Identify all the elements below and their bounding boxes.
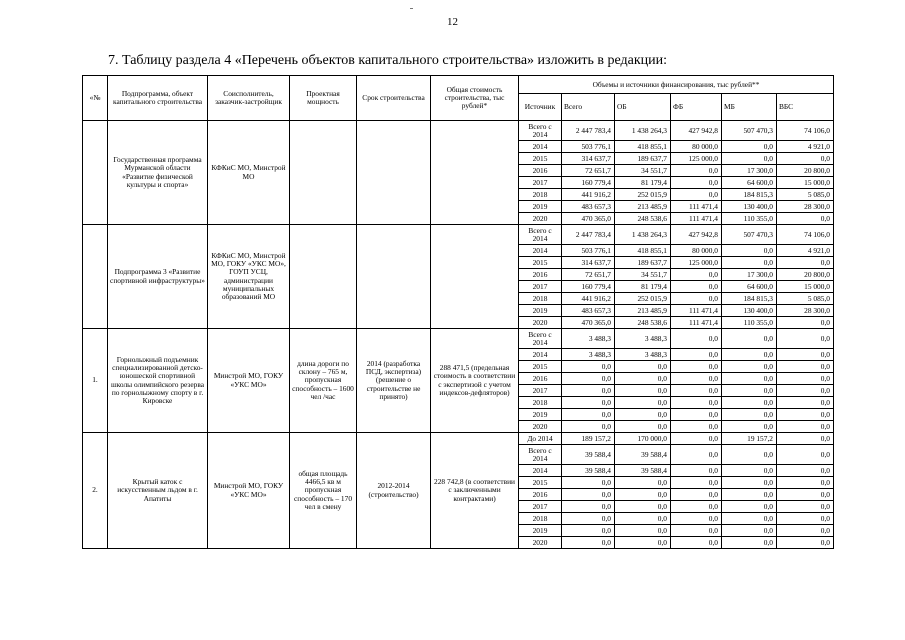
cell-mb: 0,0 <box>722 257 777 269</box>
cell-fb: 111 471,4 <box>671 213 722 225</box>
cell-ob: 0,0 <box>615 397 671 409</box>
cell-vbs: 15 000,0 <box>777 177 834 189</box>
cell-source: 2015 <box>519 477 562 489</box>
cell-source: Всего с 2014 <box>519 329 562 349</box>
cell-capacity: длина дороги по склону – 765 м, пропускная способность – 1600 чел /час <box>290 329 357 433</box>
header-name: Подпрограмма, объект капитального строительства <box>108 76 208 121</box>
cell-vbs: 0,0 <box>777 477 834 489</box>
cell-total: 0,0 <box>562 525 615 537</box>
cell-source: Всего с 2014 <box>519 225 562 245</box>
cell-vbs: 0,0 <box>777 361 834 373</box>
cell-fb: 0,0 <box>671 165 722 177</box>
section-heading: 7. Таблицу раздела 4 «Перечень объектов капитального строительства» изложить в редакции: <box>108 53 668 68</box>
cell-vbs: 0,0 <box>777 489 834 501</box>
cell-total: 160 779,4 <box>562 281 615 293</box>
cell-fb: 80 000,0 <box>671 141 722 153</box>
cell-total: 470 365,0 <box>562 213 615 225</box>
cell-total: 503 776,1 <box>562 141 615 153</box>
cell-total: 72 651,7 <box>562 165 615 177</box>
cell-vbs: 15 000,0 <box>777 281 834 293</box>
cell-mb: 110 355,0 <box>722 317 777 329</box>
cell-ob: 0,0 <box>615 373 671 385</box>
cell-mb: 0,0 <box>722 153 777 165</box>
cell-source: 2016 <box>519 165 562 177</box>
cell-mb: 0,0 <box>722 409 777 421</box>
cell-source: 2014 <box>519 141 562 153</box>
cell-total: 0,0 <box>562 477 615 489</box>
cell-ob: 418 855,1 <box>615 141 671 153</box>
cell-vbs: 0,0 <box>777 537 834 549</box>
cell-ob: 1 438 264,3 <box>615 225 671 245</box>
cell-ob: 213 485,9 <box>615 201 671 213</box>
cell-mb: 0,0 <box>722 489 777 501</box>
cell-mb: 184 815,3 <box>722 293 777 305</box>
cell-source: Всего с 2014 <box>519 445 562 465</box>
cell-mb: 110 355,0 <box>722 213 777 225</box>
cell-capacity <box>290 121 357 225</box>
cell-executor: Минстрой МО, ГОКУ «УКС МО» <box>208 433 290 549</box>
cell-source: 2017 <box>519 281 562 293</box>
cell-total: 483 657,3 <box>562 201 615 213</box>
cell-mb: 0,0 <box>722 329 777 349</box>
cell-vbs: 0,0 <box>777 397 834 409</box>
cell-mb: 0,0 <box>722 513 777 525</box>
header-total-cost: Общая стоимость строительства, тыс рублей* <box>431 76 519 121</box>
cell-total: 0,0 <box>562 397 615 409</box>
cell-object-name: Горнолыжный подъемник специализированной детско-юношеской спортивной школы олимпийского резерва по горнолыжному спорту в г. Кировске <box>108 329 208 433</box>
cell-fb: 0,0 <box>671 525 722 537</box>
cell-fb: 0,0 <box>671 537 722 549</box>
cell-vbs: 20 800,0 <box>777 165 834 177</box>
cell-mb: 64 600,0 <box>722 177 777 189</box>
cell-source: 2018 <box>519 397 562 409</box>
cell-source: 2018 <box>519 293 562 305</box>
cell-ob: 39 588,4 <box>615 445 671 465</box>
scan-mark <box>410 8 413 9</box>
cell-mb: 130 400,0 <box>722 201 777 213</box>
cell-source: 2017 <box>519 385 562 397</box>
cell-mb: 17 300,0 <box>722 269 777 281</box>
cell-source: 2016 <box>519 489 562 501</box>
cell-fb: 0,0 <box>671 445 722 465</box>
cell-fb: 0,0 <box>671 397 722 409</box>
cell-vbs: 5 085,0 <box>777 293 834 305</box>
header-vbs: ВБС <box>777 94 834 121</box>
cell-source: 2019 <box>519 201 562 213</box>
cell-mb: 0,0 <box>722 537 777 549</box>
cell-source: 2015 <box>519 361 562 373</box>
header-executor: Соисполнитель, заказчик-застройщик <box>208 76 290 121</box>
cell-vbs: 0,0 <box>777 373 834 385</box>
cell-ob: 189 637,7 <box>615 257 671 269</box>
cell-construction-term: 2012-2014 (строительство) <box>357 433 431 549</box>
cell-fb: 0,0 <box>671 189 722 201</box>
cell-source: 2017 <box>519 501 562 513</box>
table-row <box>83 121 834 141</box>
cell-mb: 507 470,3 <box>722 225 777 245</box>
cell-vbs: 74 106,0 <box>777 121 834 141</box>
cell-fb: 427 942,8 <box>671 225 722 245</box>
table-body <box>83 121 834 549</box>
cell-vbs: 20 800,0 <box>777 269 834 281</box>
cell-vbs: 0,0 <box>777 409 834 421</box>
cell-total: 160 779,4 <box>562 177 615 189</box>
cell-total: 0,0 <box>562 513 615 525</box>
cell-vbs: 0,0 <box>777 257 834 269</box>
header-source: Источник <box>519 94 562 121</box>
cell-ob: 0,0 <box>615 537 671 549</box>
cell-fb: 0,0 <box>671 293 722 305</box>
cell-fb: 0,0 <box>671 361 722 373</box>
cell-total-cost: 288 471,5 (предельная стоимость в соответствии с экспертизой с учетом индексов-дефляторов) <box>431 329 519 433</box>
cell-ob: 81 179,4 <box>615 177 671 189</box>
cell-source: 2015 <box>519 257 562 269</box>
cell-source: 2014 <box>519 349 562 361</box>
cell-total: 0,0 <box>562 373 615 385</box>
cell-fb: 80 000,0 <box>671 245 722 257</box>
cell-source: 2018 <box>519 513 562 525</box>
cell-ob: 39 588,4 <box>615 465 671 477</box>
cell-ob: 0,0 <box>615 361 671 373</box>
header-funding: Объемы и источники финансирования, тыс рублей** <box>519 76 834 94</box>
cell-total: 441 916,2 <box>562 293 615 305</box>
cell-executor: КФКиС МО, Минстрой МО, ГОКУ «УКС МО», ГОУП УСЦ, администрации муниципальных образований МО <box>208 225 290 329</box>
cell-executor: КФКиС МО, Минстрой МО <box>208 121 290 225</box>
cell-total: 483 657,3 <box>562 305 615 317</box>
cell-total: 189 157,2 <box>562 433 615 445</box>
cell-ob: 81 179,4 <box>615 281 671 293</box>
header-term: Срок строительства <box>357 76 431 121</box>
table-row <box>83 433 834 445</box>
cell-ob: 0,0 <box>615 513 671 525</box>
header-num: «№ <box>83 76 108 121</box>
cell-object-name: Государственная программа Мурманской области «Развитие физической культуры и спорта» <box>108 121 208 225</box>
cell-ob: 0,0 <box>615 477 671 489</box>
table-row <box>83 329 834 349</box>
cell-total: 3 488,3 <box>562 349 615 361</box>
cell-construction-term <box>357 225 431 329</box>
cell-ob: 0,0 <box>615 421 671 433</box>
cell-source: 2018 <box>519 189 562 201</box>
cell-mb: 64 600,0 <box>722 281 777 293</box>
cell-source: 2014 <box>519 465 562 477</box>
cell-ob: 418 855,1 <box>615 245 671 257</box>
cell-total: 39 588,4 <box>562 465 615 477</box>
cell-mb: 507 470,3 <box>722 121 777 141</box>
cell-total: 72 651,7 <box>562 269 615 281</box>
cell-mb: 184 815,3 <box>722 189 777 201</box>
cell-vbs: 0,0 <box>777 385 834 397</box>
cell-object-name: Крытый каток с искусственным льдом в г. Апатиты <box>108 433 208 549</box>
cell-ob: 252 015,9 <box>615 293 671 305</box>
cell-vbs: 0,0 <box>777 317 834 329</box>
cell-fb: 0,0 <box>671 349 722 361</box>
header-mb: МБ <box>722 94 777 121</box>
cell-total: 470 365,0 <box>562 317 615 329</box>
cell-fb: 0,0 <box>671 465 722 477</box>
cell-total-cost <box>431 225 519 329</box>
cell-fb: 0,0 <box>671 329 722 349</box>
cell-source: 2017 <box>519 177 562 189</box>
cell-vbs: 0,0 <box>777 501 834 513</box>
cell-total: 441 916,2 <box>562 189 615 201</box>
cell-object-name: Подпрограмма 3 «Развитие спортивной инфраструктуры» <box>108 225 208 329</box>
cell-row-number <box>83 121 108 225</box>
cell-fb: 0,0 <box>671 385 722 397</box>
cell-vbs: 0,0 <box>777 525 834 537</box>
table-row <box>83 225 834 245</box>
cell-total: 0,0 <box>562 537 615 549</box>
cell-ob: 0,0 <box>615 385 671 397</box>
cell-ob: 0,0 <box>615 525 671 537</box>
cell-source: 2020 <box>519 317 562 329</box>
capital-construction-table <box>82 75 834 549</box>
cell-mb: 0,0 <box>722 361 777 373</box>
cell-total: 2 447 783,4 <box>562 121 615 141</box>
cell-mb: 130 400,0 <box>722 305 777 317</box>
cell-vbs: 0,0 <box>777 433 834 445</box>
cell-ob: 1 438 264,3 <box>615 121 671 141</box>
cell-total: 0,0 <box>562 489 615 501</box>
cell-fb: 0,0 <box>671 373 722 385</box>
cell-mb: 0,0 <box>722 465 777 477</box>
cell-source: 2016 <box>519 373 562 385</box>
cell-mb: 0,0 <box>722 385 777 397</box>
cell-total: 0,0 <box>562 385 615 397</box>
cell-row-number: 1. <box>83 329 108 433</box>
cell-ob: 0,0 <box>615 489 671 501</box>
cell-mb: 0,0 <box>722 245 777 257</box>
cell-fb: 0,0 <box>671 281 722 293</box>
cell-fb: 111 471,4 <box>671 305 722 317</box>
header-fb: ФБ <box>671 94 722 121</box>
cell-source: 2020 <box>519 213 562 225</box>
cell-fb: 0,0 <box>671 501 722 513</box>
cell-ob: 248 538,6 <box>615 317 671 329</box>
cell-ob: 3 488,3 <box>615 349 671 361</box>
cell-mb: 19 157,2 <box>722 433 777 445</box>
cell-total-cost <box>431 121 519 225</box>
cell-total: 314 637,7 <box>562 153 615 165</box>
cell-mb: 0,0 <box>722 421 777 433</box>
cell-mb: 0,0 <box>722 373 777 385</box>
cell-fb: 0,0 <box>671 433 722 445</box>
header-ob: ОБ <box>615 94 671 121</box>
cell-source: 2020 <box>519 421 562 433</box>
cell-vbs: 0,0 <box>777 329 834 349</box>
cell-row-number: 2. <box>83 433 108 549</box>
cell-ob: 252 015,9 <box>615 189 671 201</box>
cell-mb: 17 300,0 <box>722 165 777 177</box>
cell-mb: 0,0 <box>722 397 777 409</box>
cell-ob: 170 000,0 <box>615 433 671 445</box>
cell-source: 2016 <box>519 269 562 281</box>
cell-fb: 0,0 <box>671 269 722 281</box>
cell-mb: 0,0 <box>722 445 777 465</box>
cell-fb: 111 471,4 <box>671 201 722 213</box>
cell-capacity <box>290 225 357 329</box>
cell-total: 3 488,3 <box>562 329 615 349</box>
cell-fb: 0,0 <box>671 513 722 525</box>
cell-vbs: 0,0 <box>777 213 834 225</box>
cell-capacity: общая площадь 4466,5 кв м пропускная способность – 170 чел в смену <box>290 433 357 549</box>
cell-total: 39 588,4 <box>562 445 615 465</box>
cell-mb: 0,0 <box>722 525 777 537</box>
cell-fb: 125 000,0 <box>671 153 722 165</box>
cell-vbs: 0,0 <box>777 445 834 465</box>
cell-source: 2015 <box>519 153 562 165</box>
page-number: 12 <box>447 16 458 28</box>
cell-vbs: 4 921,0 <box>777 245 834 257</box>
cell-source: Всего с 2014 <box>519 121 562 141</box>
cell-total: 0,0 <box>562 501 615 513</box>
cell-fb: 111 471,4 <box>671 317 722 329</box>
cell-ob: 0,0 <box>615 501 671 513</box>
cell-ob: 213 485,9 <box>615 305 671 317</box>
cell-vbs: 0,0 <box>777 421 834 433</box>
cell-vbs: 5 085,0 <box>777 189 834 201</box>
cell-ob: 0,0 <box>615 409 671 421</box>
cell-fb: 125 000,0 <box>671 257 722 269</box>
cell-ob: 34 551,7 <box>615 269 671 281</box>
cell-vbs: 0,0 <box>777 349 834 361</box>
cell-fb: 427 942,8 <box>671 121 722 141</box>
cell-executor: Минстрой МО, ГОКУ «УКС МО» <box>208 329 290 433</box>
cell-total: 0,0 <box>562 421 615 433</box>
cell-source: 2019 <box>519 409 562 421</box>
cell-fb: 0,0 <box>671 489 722 501</box>
cell-fb: 0,0 <box>671 177 722 189</box>
header-total: Всего <box>562 94 615 121</box>
cell-construction-term: 2014 (разработка ПСД, экспертиза) (решение о строительстве не принято) <box>357 329 431 433</box>
cell-total-cost: 228 742,8 (в соответствии с заключенными контрактами) <box>431 433 519 549</box>
cell-mb: 0,0 <box>722 477 777 489</box>
cell-vbs: 0,0 <box>777 465 834 477</box>
cell-ob: 34 551,7 <box>615 165 671 177</box>
cell-total: 0,0 <box>562 409 615 421</box>
cell-source: 2019 <box>519 525 562 537</box>
cell-vbs: 0,0 <box>777 153 834 165</box>
cell-total: 0,0 <box>562 361 615 373</box>
cell-mb: 0,0 <box>722 141 777 153</box>
cell-total: 314 637,7 <box>562 257 615 269</box>
header-capacity: Проектная мощность <box>290 76 357 121</box>
cell-source: 2019 <box>519 305 562 317</box>
cell-ob: 248 538,6 <box>615 213 671 225</box>
cell-vbs: 4 921,0 <box>777 141 834 153</box>
cell-fb: 0,0 <box>671 477 722 489</box>
cell-vbs: 0,0 <box>777 513 834 525</box>
cell-ob: 3 488,3 <box>615 329 671 349</box>
cell-fb: 0,0 <box>671 409 722 421</box>
cell-source: До 2014 <box>519 433 562 445</box>
cell-fb: 0,0 <box>671 421 722 433</box>
cell-vbs: 28 300,0 <box>777 201 834 213</box>
cell-row-number <box>83 225 108 329</box>
cell-vbs: 28 300,0 <box>777 305 834 317</box>
cell-ob: 189 637,7 <box>615 153 671 165</box>
cell-mb: 0,0 <box>722 501 777 513</box>
cell-vbs: 74 106,0 <box>777 225 834 245</box>
cell-total: 503 776,1 <box>562 245 615 257</box>
cell-construction-term <box>357 121 431 225</box>
cell-source: 2014 <box>519 245 562 257</box>
cell-source: 2020 <box>519 537 562 549</box>
cell-mb: 0,0 <box>722 349 777 361</box>
cell-total: 2 447 783,4 <box>562 225 615 245</box>
